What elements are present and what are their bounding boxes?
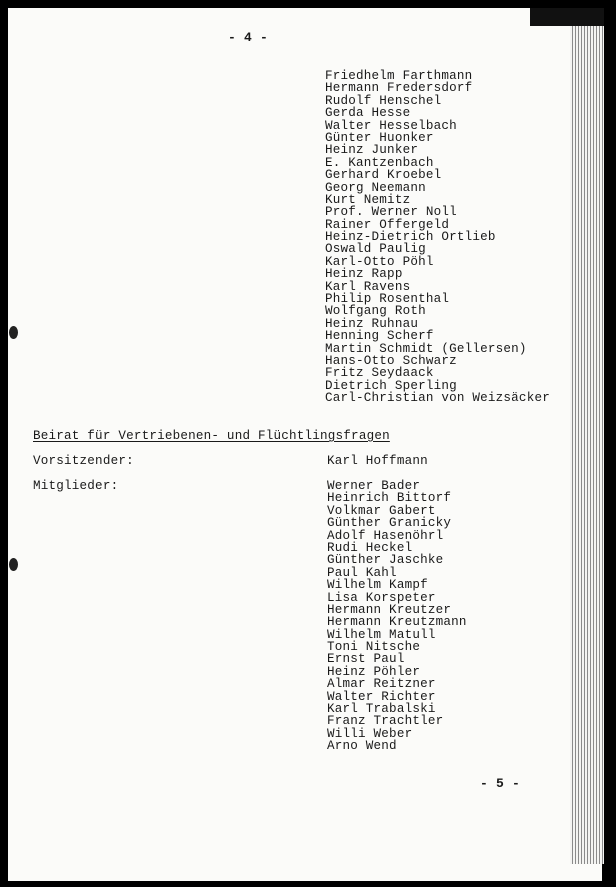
list-item: Philip Rosenthal [325, 292, 450, 307]
list-item: Heinz Rapp [325, 267, 403, 282]
list-item: Georg Neemann [325, 180, 426, 195]
list-item: Heinz Ruhnau [325, 316, 419, 331]
list-item: Walter Richter [327, 689, 436, 704]
list-item: Rainer Offergeld [325, 217, 450, 232]
punch-hole [9, 558, 18, 571]
list-item: Adolf Hasenöhrl [327, 528, 444, 543]
list-item: Wolfgang Roth [325, 304, 426, 319]
list-item: Ernst Paul [327, 652, 405, 667]
list-item: Friedhelm Farthmann [325, 69, 473, 83]
section-members-list [327, 480, 467, 753]
list-item: Rudi Heckel [327, 540, 413, 555]
punch-hole [9, 326, 18, 339]
list-item: Willi Weber [327, 726, 413, 741]
list-item: Karl Ravens [325, 279, 411, 294]
list-item: Carl-Christian von Weizsäcker [325, 391, 550, 406]
list-item: Volkmar Gabert [327, 503, 436, 518]
members-list [325, 70, 550, 405]
list-item: Hermann Kreutzer [327, 602, 452, 617]
list-item: Wilhelm Kampf [327, 578, 428, 593]
members-label: Mitglieder: [33, 479, 119, 493]
page-number: - 4 - [228, 30, 269, 45]
list-item: Günther Jaschke [327, 553, 444, 568]
list-item: Wilhelm Matull [327, 627, 436, 642]
list-item: Karl-Otto Pöhl [325, 254, 434, 269]
list-item: Heinz Pöhler [327, 664, 421, 679]
list-item: Franz Trachtler [327, 714, 444, 729]
list-item: Walter Hesselbach [325, 118, 457, 133]
list-item: Almar Reitzner [327, 677, 436, 692]
list-item: Lisa Korspeter [327, 590, 436, 605]
list-item: Dietrich Sperling [325, 378, 457, 393]
list-item: Günter Huonker [325, 130, 434, 145]
list-item: Heinz-Dietrich Ortlieb [325, 230, 496, 245]
list-item: Oswald Paulig [325, 242, 426, 257]
list-item: Gerhard Kroebel [325, 168, 442, 183]
list-item: Günther Granicky [327, 516, 452, 531]
next-page-marker: - 5 - [480, 776, 521, 791]
list-item: Rudolf Henschel [325, 93, 442, 108]
list-item: Heinz Junker [325, 143, 419, 158]
list-item: Arno Wend [327, 739, 397, 754]
chair-name: Karl Hoffmann [327, 454, 428, 468]
list-item: Hermann Kreutzmann [327, 615, 467, 630]
list-item: Toni Nitsche [327, 640, 421, 655]
list-item: Werner Bader [327, 479, 421, 493]
list-item: Prof. Werner Noll [325, 205, 457, 220]
list-item: Paul Kahl [327, 565, 397, 580]
chair-label: Vorsitzender: [33, 454, 134, 468]
paper-stack-edge [570, 22, 604, 864]
list-item: Martin Schmidt (Gellersen) [325, 341, 527, 356]
scan-border [530, 8, 604, 26]
list-item: Hermann Fredersdorf [325, 81, 473, 96]
list-item: Fritz Seydaack [325, 366, 434, 381]
list-item: Gerda Hesse [325, 106, 411, 121]
list-item: E. Kantzenbach [325, 155, 434, 170]
list-item: Hans-Otto Schwarz [325, 353, 457, 368]
list-item: Heinrich Bittorf [327, 491, 452, 506]
section-heading: Beirat für Vertriebenen- und Flüchtlingsfragen [33, 429, 390, 443]
list-item: Kurt Nemitz [325, 192, 411, 207]
list-item: Henning Scherf [325, 329, 434, 344]
list-item: Karl Trabalski [327, 702, 436, 717]
